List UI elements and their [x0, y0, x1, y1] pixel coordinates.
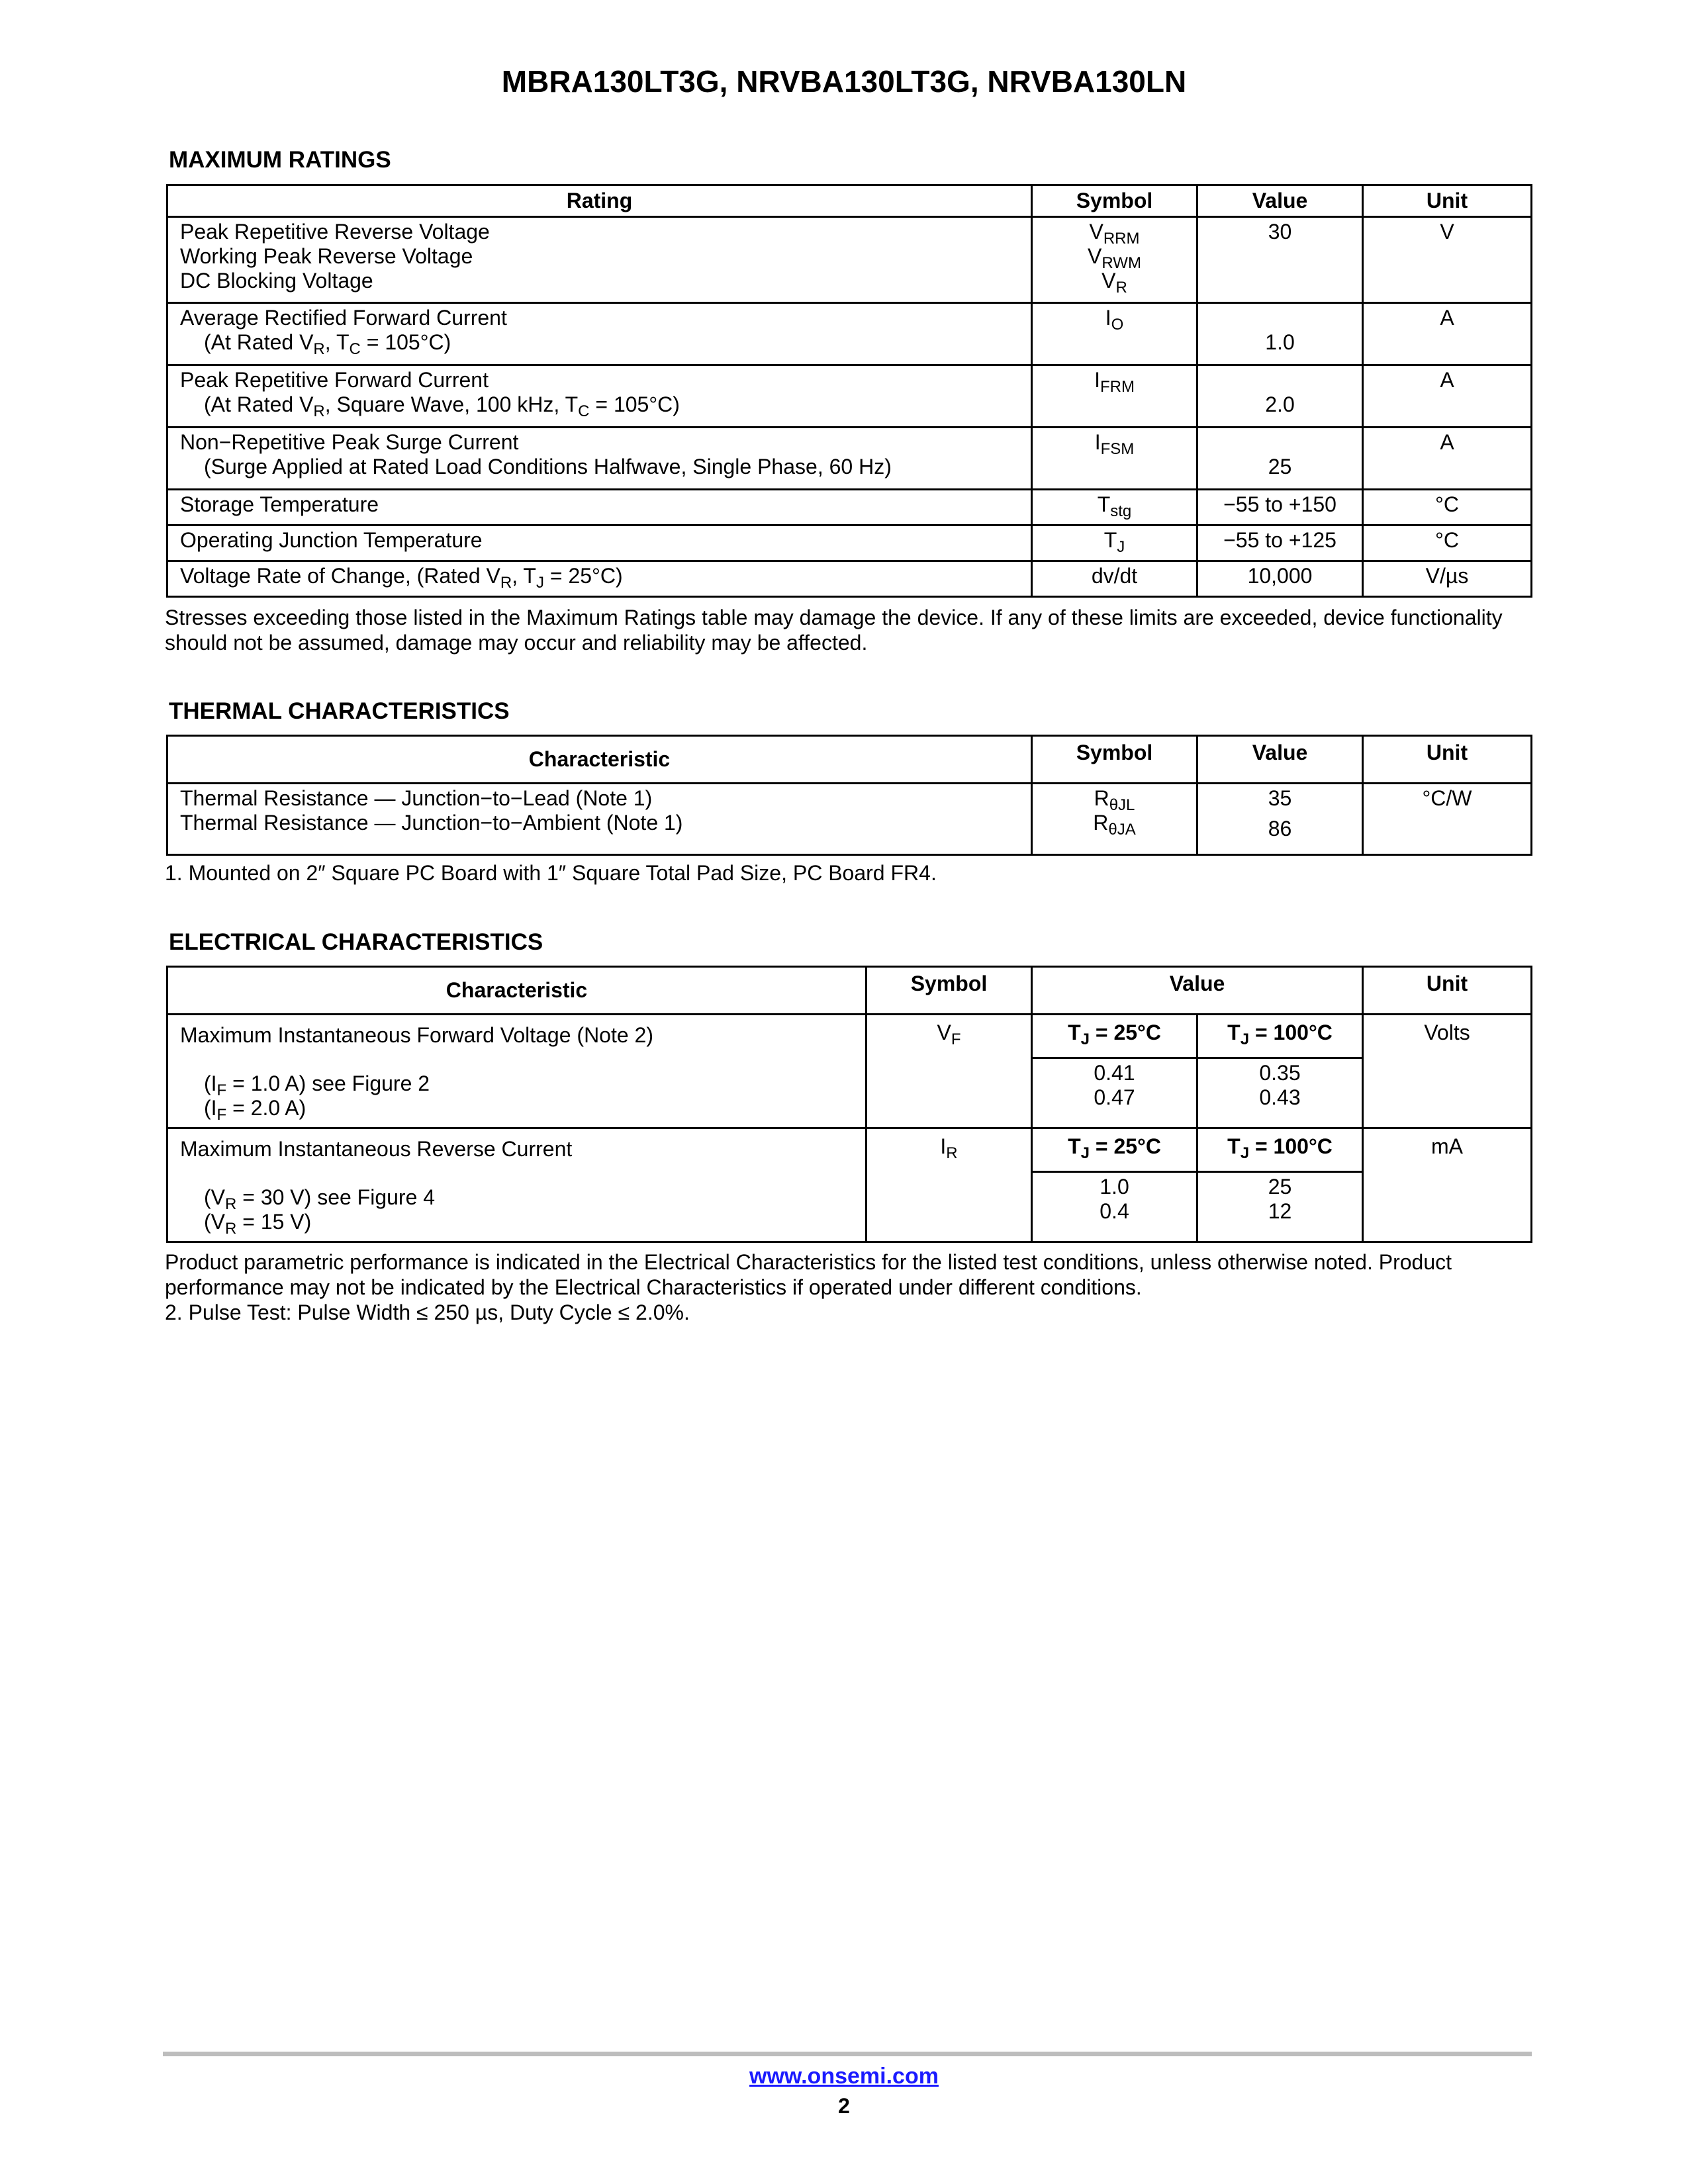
max-ratings-heading: MAXIMUM RATINGS: [169, 147, 391, 173]
table-row: [167, 428, 1532, 490]
table-row: [167, 365, 1532, 428]
table-row: [167, 303, 1532, 365]
table-row: [167, 1015, 1532, 1058]
electrical-table: [166, 966, 1532, 1243]
unit-cell: V/µs: [1363, 561, 1532, 597]
symbol-cell: $I_{FSM}$: [1032, 428, 1197, 490]
unit-cell: °C: [1363, 490, 1532, 525]
value-cell: 0.41 0.47: [1032, 1058, 1197, 1128]
website-link[interactable]: www.onsemi.com: [749, 2064, 939, 2089]
header-unit: Unit: [1363, 736, 1532, 784]
table-row: [167, 784, 1532, 855]
value-cell: 25 12: [1197, 1172, 1363, 1242]
rating-cell: Non−Repetitive Peak Surge Current (Surge Applied at Rated Load Conditions Halfwave, Single Phase, 60 Hz): [167, 428, 1032, 490]
value-cell: −55 to +150: [1197, 490, 1363, 525]
symbol-cell: $T_J$: [1032, 525, 1197, 561]
table-row: [167, 490, 1532, 525]
unit-cell: A: [1363, 303, 1532, 365]
page-number: 2: [838, 2094, 850, 2118]
table-row: [167, 1128, 1532, 1172]
value-cell: 30: [1197, 217, 1363, 303]
value-cell: 10,000: [1197, 561, 1363, 597]
table-header-row: [167, 185, 1532, 217]
characteristic-cell: Thermal Resistance — Junction−to−Lead (Note 1) Thermal Resistance — Junction−to−Ambient (Note 1): [167, 784, 1032, 855]
symbol-cell: $T_{stg}$: [1032, 490, 1197, 525]
thermal-table: [166, 735, 1532, 856]
header-symbol: Symbol: [1032, 736, 1197, 784]
header-rating: Rating: [167, 185, 1032, 217]
max-ratings-table: [166, 184, 1532, 598]
header-value: Value: [1197, 736, 1363, 784]
tj100-header: $T_J = 100^\circ C$: [1197, 1015, 1363, 1058]
max-ratings-note: Stresses exceeding those listed in the Maximum Ratings table may damage the device. If any of these limits are exceeded, device functionality should not be assumed, damage may occur and reliability may be affected.: [165, 606, 1503, 655]
value-cell: −55 to +125: [1197, 525, 1363, 561]
value-cell: 1.0 0.4: [1032, 1172, 1197, 1242]
header-unit: Unit: [1363, 185, 1532, 217]
value-cell: 25: [1197, 428, 1363, 490]
symbol-cell: $V_{RRM}$ $V_{RWM}$ $V_R$: [1032, 217, 1197, 303]
table-header-row: [167, 736, 1532, 784]
document-title: MBRA130LT3G, NRVBA130LT3G, NRVBA130LN: [501, 64, 1187, 99]
symbol-cell: $R_{\theta JL}$ $R_{\theta JA}$: [1032, 784, 1197, 855]
rating-cell: Peak Repetitive Reverse Voltage Working Peak Reverse Voltage DC Blocking Voltage: [167, 217, 1032, 303]
header-symbol: Symbol: [867, 967, 1032, 1015]
footer-divider: [163, 2052, 1532, 2056]
unit-cell: A: [1363, 428, 1532, 490]
rating-cell: Peak Repetitive Forward Current (At Rated $V_R$, Square Wave, 100 kHz, $T_C = 105^\circ C$): [167, 365, 1032, 428]
value-cell: 1.0: [1197, 303, 1363, 365]
rating-cell: Operating Junction Temperature: [167, 525, 1032, 561]
value-cell: 35 86: [1197, 784, 1363, 855]
header-characteristic: Characteristic: [167, 736, 1032, 784]
header-unit: Unit: [1363, 967, 1532, 1015]
tj25-header: $T_J = 25^\circ C$: [1032, 1128, 1197, 1172]
header-value: Value: [1197, 185, 1363, 217]
tj25-header: $T_J = 25^\circ C$: [1032, 1015, 1197, 1058]
table-row: [167, 525, 1532, 561]
value-cell: 2.0: [1197, 365, 1363, 428]
unit-cell: Volts: [1363, 1015, 1532, 1128]
table-row: [167, 561, 1532, 597]
symbol-cell: $I_{FRM}$: [1032, 365, 1197, 428]
table-header-row: [167, 967, 1532, 1015]
symbol-cell: $I_O$: [1032, 303, 1197, 365]
header-value: Value: [1032, 967, 1363, 1015]
header-characteristic: Characteristic: [167, 967, 867, 1015]
thermal-heading: THERMAL CHARACTERISTICS: [169, 698, 510, 724]
tj100-header: $T_J = 100^\circ C$: [1197, 1128, 1363, 1172]
symbol-cell: dv/dt: [1032, 561, 1197, 597]
unit-cell: A: [1363, 365, 1532, 428]
value-cell: 0.35 0.43: [1197, 1058, 1363, 1128]
thermal-note: 1. Mounted on 2″ Square PC Board with 1″ Square Total Pad Size, PC Board FR4.: [165, 861, 937, 885]
table-row: [167, 217, 1532, 303]
unit-cell: mA: [1363, 1128, 1532, 1242]
symbol-cell: $I_R$: [867, 1128, 1032, 1242]
electrical-note: Product parametric performance is indicated in the Electrical Characteristics for the listed test conditions, unless otherwise noted. Product performance may not be indicated by the Electrical Characteristics if operated under different conditions.: [165, 1250, 1452, 1299]
rating-cell: Storage Temperature: [167, 490, 1032, 525]
unit-cell: °C: [1363, 525, 1532, 561]
unit-cell: V: [1363, 217, 1532, 303]
header-symbol: Symbol: [1032, 185, 1197, 217]
unit-cell: °C/W: [1363, 784, 1532, 855]
rating-cell: Average Rectified Forward Current (At Rated $V_R$, $T_C = 105^\circ C$): [167, 303, 1032, 365]
characteristic-cell: Maximum Instantaneous Forward Voltage (Note 2) ($I_F = 1.0$ A) see Figure 2 ($I_F = 2.0$ A): [167, 1015, 867, 1128]
electrical-heading: ELECTRICAL CHARACTERISTICS: [169, 929, 543, 955]
characteristic-cell: Maximum Instantaneous Reverse Current ($V_R = 30$ V) see Figure 4 ($V_R = 15$ V): [167, 1128, 867, 1242]
pulse-test-note: 2. Pulse Test: Pulse Width ≤ 250 µs, Duty Cycle ≤ 2.0%.: [165, 1300, 690, 1324]
rating-cell: Voltage Rate of Change, (Rated $V_R$, $T_J = 25^\circ C$): [167, 561, 1032, 597]
symbol-cell: $V_F$: [867, 1015, 1032, 1128]
